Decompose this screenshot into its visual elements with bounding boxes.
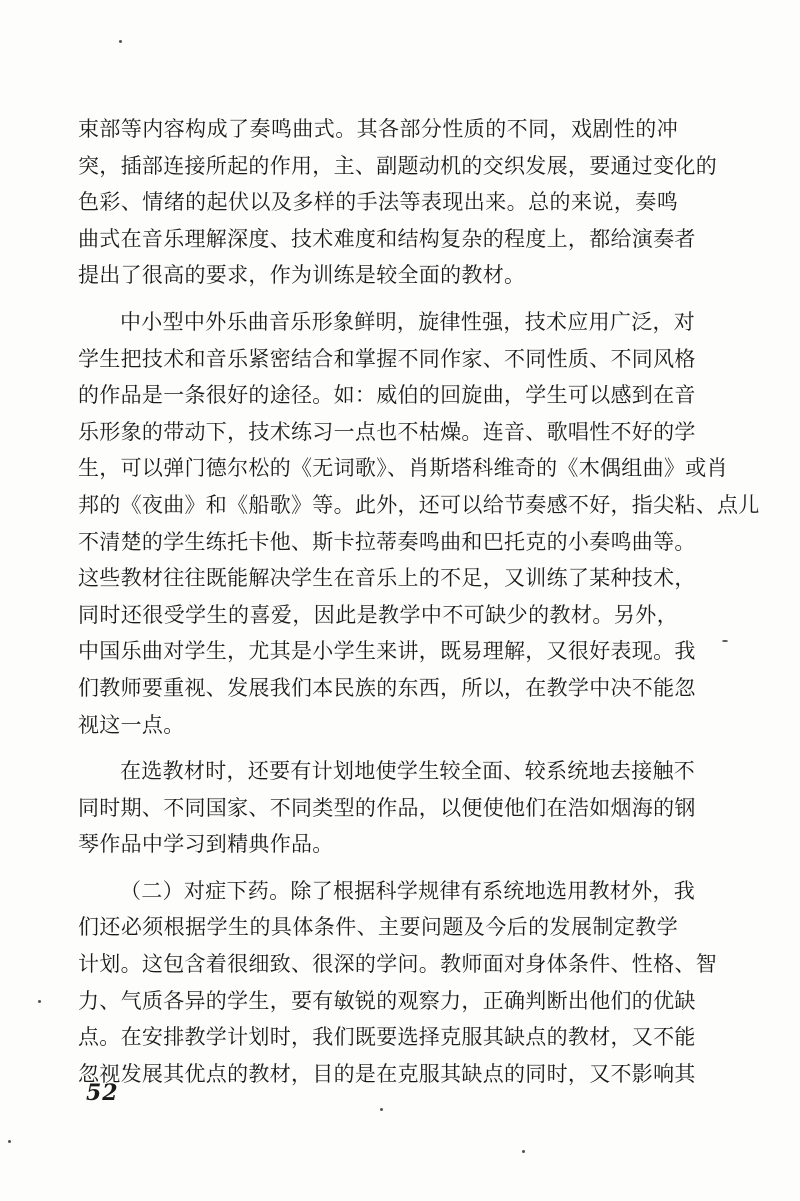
text-line: 束部等内容构成了奏鸣曲式。其各部分性质的不同，戏剧性的冲 <box>78 117 678 141</box>
text-line: 琴作品中学习到精典作品。 <box>78 832 334 857</box>
text-line: 力、气质各异的学生，要有敏锐的观察力，正确判断出他们的优缺 <box>78 988 696 1013</box>
text-line: 同时还很受学生的喜爱，因此是教学中不可缺少的教材。另外， <box>78 602 678 627</box>
text-line: 色彩、情绪的起伏以及多样的手法等表现出来。总的来说，奏鸣 <box>78 190 678 215</box>
text-line: 同时期、不同国家、不同类型的作品，以便使他们在浩如烟海的钢 <box>78 795 696 820</box>
text-line: 学生把技术和音乐紧密结合和掌握不同作家、不同性质、不同风格 <box>78 346 696 371</box>
paragraph-3 <box>78 753 696 863</box>
paragraph-2 <box>78 304 760 743</box>
text-line: 邦的《夜曲》和《船歌》等。此外，还可以给节奏感不好，指尖粘、点儿 <box>78 492 760 517</box>
text-line: 点。在安排教学计划时，我们既要选择克服其缺点的教材，又不能 <box>78 1025 696 1050</box>
paragraph-4 <box>78 873 717 1093</box>
scan-speck <box>119 40 122 43</box>
text-line: 的作品是一条很好的途径。如：威伯的回旋曲，学生可以感到在音 <box>78 383 696 408</box>
text-line: 计划。这包含着很细致、很深的学问。教师面对身体条件、性格、智 <box>78 952 717 977</box>
text-line: 提出了很高的要求，作为训练是较全面的教材。 <box>78 263 526 288</box>
text-line: 在选教材时，还要有计划地使学生较全面、较系统地去接触不 <box>120 759 696 784</box>
text-line: 们教师要重视、发展我们本民族的东西，所以，在教学中决不能忽 <box>78 675 696 700</box>
text-line: 们还必须根据学生的具体条件、主要问题及今后的发展制定教学 <box>78 915 678 940</box>
scan-speck <box>8 1140 11 1143</box>
scan-speck <box>722 640 728 642</box>
text-line: 中国乐曲对学生，尤其是小学生来讲，既易理解，又很好表现。我 <box>78 639 696 664</box>
text-line: 生，可以弹门德尔松的《无词歌》、肖斯塔科维奇的《木偶组曲》或肖 <box>78 456 728 481</box>
page-number: 52 <box>86 1080 119 1106</box>
text-line: 突，插部连接所起的作用，主、副题动机的交织发展，要通过变化的 <box>78 153 717 178</box>
scan-speck <box>380 1108 383 1111</box>
text-line: 乐形象的带动下，技术练习一点也不枯燥。连音、歌唱性不好的学 <box>78 419 696 444</box>
text-line: 曲式在音乐理解深度、技术难度和结构复杂的程度上，都给演奏者 <box>78 226 696 251</box>
body-text <box>78 111 760 1092</box>
scan-speck <box>522 1150 525 1153</box>
text-line: （二）对症下药。除了根据科学规律有系统地选用教材外，我 <box>120 878 696 903</box>
paragraph-1 <box>78 111 717 294</box>
text-line: 忽视发展其优点的教材，目的是在克服其缺点的同时，又不影响其 <box>78 1061 696 1086</box>
text-line: 视这一点。 <box>78 712 185 737</box>
text-line: 不清楚的学生练托卡他、斯卡拉蒂奏鸣曲和巴托克的小奏鸣曲等。 <box>78 529 696 554</box>
text-line: 这些教材往往既能解决学生在音乐上的不足，又训练了某种技术， <box>78 566 696 591</box>
scan-speck <box>38 1000 41 1003</box>
text-line: 中小型中外乐曲音乐形象鲜明，旋律性强，技术应用广泛，对 <box>120 309 696 334</box>
